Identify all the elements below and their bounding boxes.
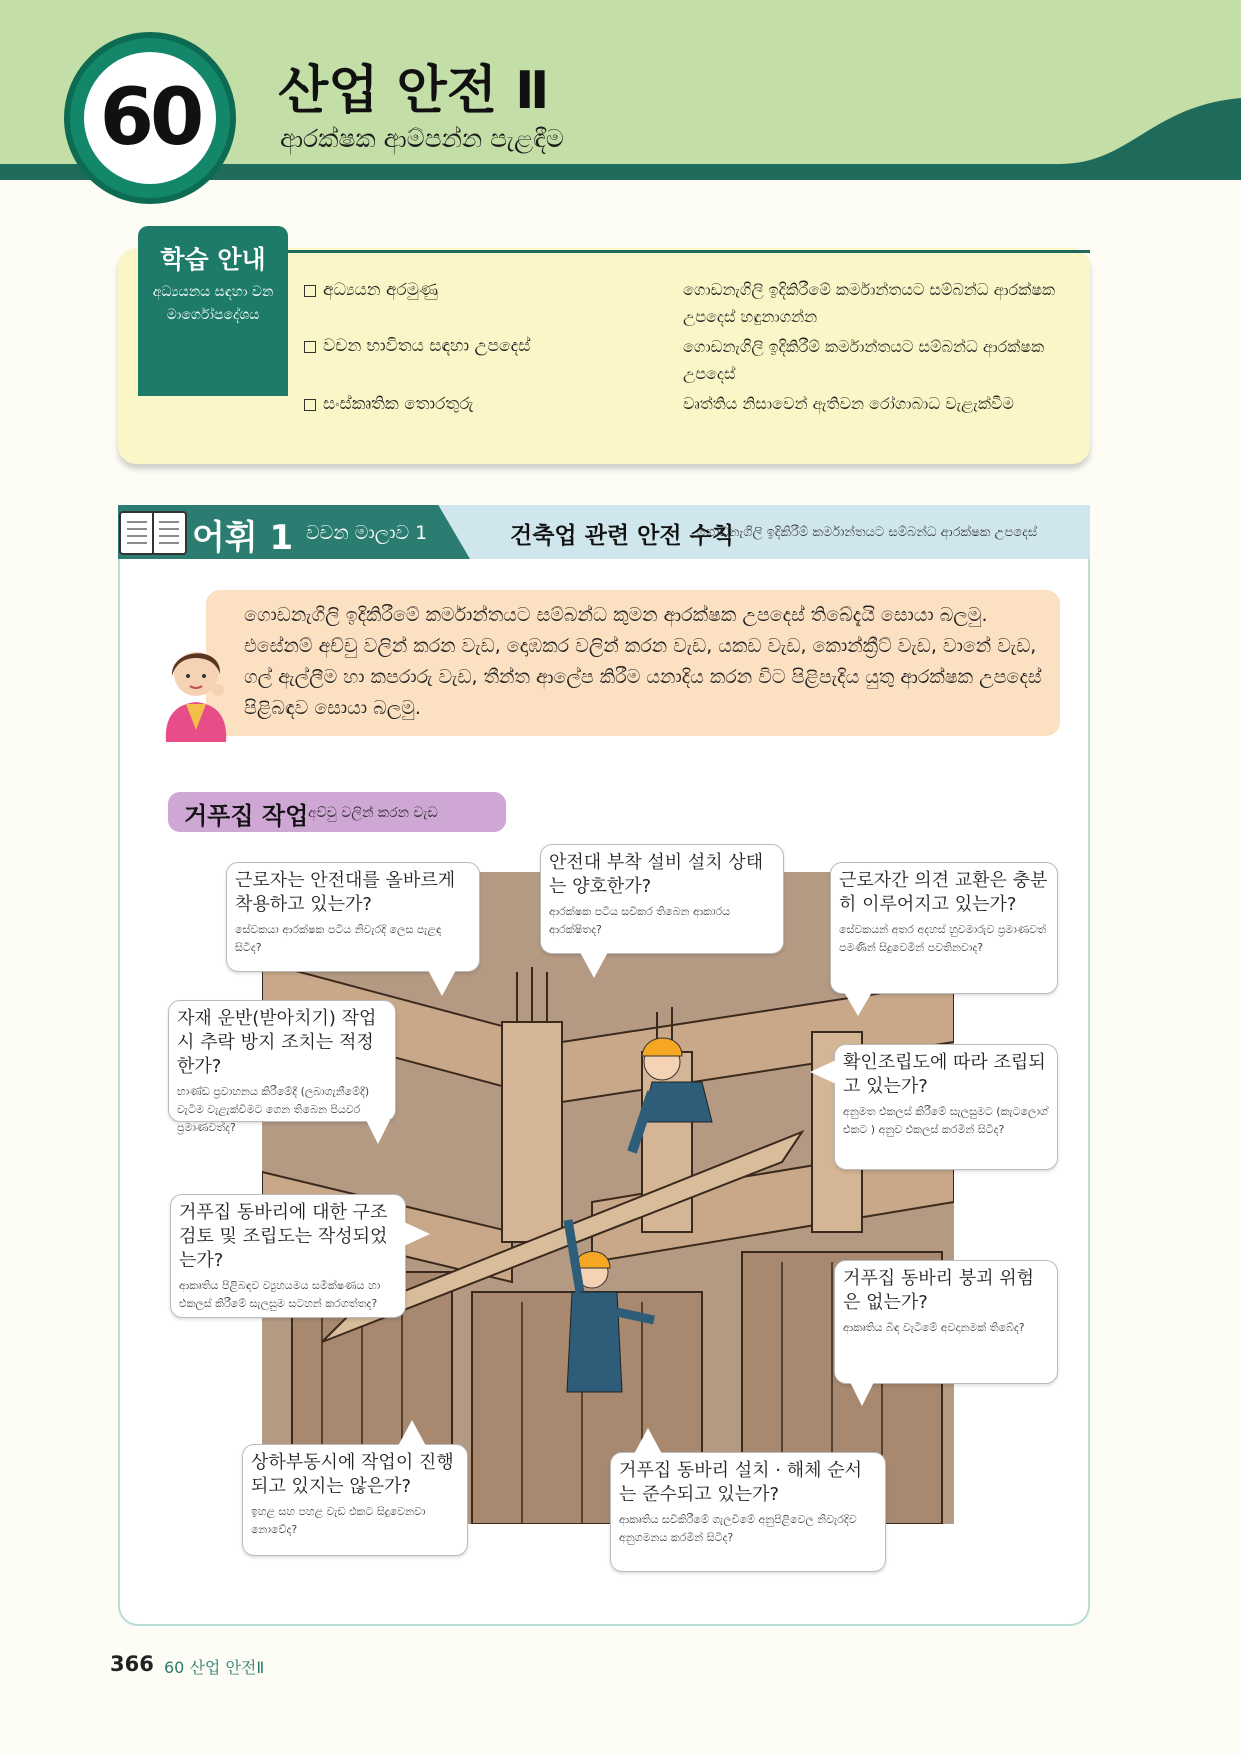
page-subtitle: ආරක්ෂක ආම්පන්න පැළඳීම: [280, 124, 564, 153]
guide-divider: [286, 250, 1090, 253]
guide-row-desc: වෘත්තිය නිසාවෙන් ඇතිවන රෝගාබාධ වැළැක්වීම: [683, 394, 1014, 413]
guide-row-culture: [304, 394, 473, 414]
lesson-number: 60: [99, 73, 201, 163]
bubble-text-si: ආකෘතිය සවිකිරීමේ ගැලවීමේ අනුපිළිවෙල නිවැරදිව අනුගමනය කරමින් සිටීද?: [619, 1513, 857, 1544]
bubble-text-ko: 근로자간 의견 교환은 충분히 이루어지고 있는가?: [839, 870, 1048, 915]
bubble-tail: [810, 1060, 836, 1084]
bubble-tail: [580, 952, 608, 978]
speech-bubble: [170, 1194, 406, 1318]
checkbox-square-icon: [304, 341, 316, 353]
open-book-icon: [118, 508, 188, 556]
bubble-text-si: අනුමත එකලස් කිරීමේ සැලසුමට (කැටලොග් එකට ) අනුව එකලස් කරමින් සිටීද?: [843, 1105, 1048, 1136]
bubble-text-ko: 상하부동시에 작업이 진행되고 있지는 않은가?: [251, 1452, 454, 1497]
page-number: 366: [110, 1652, 154, 1676]
guide-row-desc: ගොඩනැගිලි ඉදිකිරීමේ කර්මාන්තයට සම්බන්ධ ආරක්ෂක උපදෙස් හඳුනාගන්න: [683, 280, 1056, 326]
section-title: 거푸집 작업: [184, 802, 309, 830]
bubble-text-si: සේවකයා ආරක්ෂක පටිය නිවැරදි ලෙස පැළඳ සිටීද?: [235, 923, 442, 954]
speech-bubble: [540, 844, 784, 954]
bubble-text-si: භාණ්ඩ ප්‍රවාහනය කිරීමේදී (ලබාගැනීමේදී) වැටීම වැළැක්වීමට ගෙන තිබෙන පියවර ප්‍රමාණවත්ද?: [177, 1085, 370, 1134]
bubble-tail: [428, 970, 456, 996]
guide-row-usage: [304, 336, 530, 356]
guide-row-objectives: [304, 280, 438, 300]
bubble-text-si: ආකෘතිය පිළිබඳව ව්‍යුහයමය සමීක්ෂණය හා එකලස් කිරීමේ සැලසුම සටහන් කරගත්තද?: [179, 1279, 381, 1310]
guide-row-desc: ගොඩනැගිලි ඉදිකිරීම් කර්මාන්තයට සම්බන්ධ ආරක්ෂක උපදෙස්: [683, 337, 1045, 383]
bubble-tail: [404, 1222, 430, 1246]
bubble-text-ko: 자재 운반(받아치기) 작업시 추락 방지 조치는 적정한가?: [177, 1008, 377, 1077]
bubble-text-si: ආකෘතිය බිඳ වැටීමේ අවදානමක් තිබේද?: [843, 1321, 1025, 1334]
bubble-tail: [398, 1420, 426, 1446]
bubble-text-si: සේවකයන් අතර අදහස් හුවමාරුව ප්‍රමාණවත් පමණින් සිදුවෙමින් පවතිනවාද?: [839, 923, 1047, 954]
bubble-tail: [634, 1428, 662, 1454]
lesson-badge: [64, 32, 236, 204]
bubble-text-ko: 확인조립도에 따라 조립되고 있는가?: [843, 1052, 1046, 1097]
intro-text: ගොඩනැගිලි ඉදිකිරීමේ කර්මාන්තයට සම්බන්ධ කුමන ආරක්ෂක උපදෙස් තිබේදැයි සොයා බලමු. එසේනම් අච්චු වලින් කරන වැඩ, දොඹකර වලින් කරන වැඩ, යකඩ වැඩ, කොන්ක්‍රීට් වැඩ, වානේ වැඩ, ගල් ඇල්ලීම හා කපරාරු වැඩ, තීන්ත ආලේප කිරීම යනාදිය කරන විට පිළිපැදිය යුතු ආරක්ෂක උපදෙස් පිළිබඳව සොයා බලමු.: [244, 604, 1042, 719]
section-title-si: අච්චු වලින් කරන වැඩ: [308, 805, 438, 821]
speech-bubble: [168, 1000, 396, 1134]
checkbox-square-icon: [304, 285, 316, 297]
speech-bubble: [242, 1444, 468, 1556]
speech-bubble: [830, 862, 1058, 994]
teacher-illustration: [146, 630, 246, 742]
bubble-tail: [844, 992, 872, 1016]
bubble-text-ko: 거푸집 동바리 설치 · 해체 순서는 준수되고 있는가?: [619, 1460, 862, 1505]
speech-bubble: [834, 1044, 1058, 1170]
bubble-text-si: ආරක්ෂක පටිය සවිකර තිබෙන ආකාරය ආරක්ෂිතද?: [549, 905, 731, 936]
bubble-text-ko: 근로자는 안전대를 올바르게 착용하고 있는가?: [235, 870, 456, 915]
bubble-text-ko: 안전대 부착 설비 설치 상태는 양호한가?: [549, 852, 764, 897]
speech-bubble: [834, 1260, 1058, 1384]
bubble-text-si: ඉහළ සහ පහළ වැඩ එකට සිදුවෙනවා නොවේද?: [251, 1505, 426, 1536]
guide-tag-title: 학습 안내: [160, 245, 266, 274]
guide-row-label: අධ්‍යයන අරමුණු: [323, 280, 439, 300]
speech-bubble: [610, 1452, 886, 1572]
vocab-topic: 건축업 관련 안전 수칙: [510, 523, 734, 549]
speech-bubble: [226, 862, 480, 972]
bubble-tail: [366, 1120, 390, 1144]
footer-chapter: 60 산업 안전Ⅱ: [164, 1658, 265, 1677]
page-title: 산업 안전 Ⅱ: [278, 61, 550, 121]
vocab-label: 어휘 1: [192, 518, 294, 558]
guide-tag-tip: [138, 330, 288, 394]
guide-row-label: සංස්කෘතික තොරතුරු: [323, 394, 474, 414]
bubble-text-ko: 거푸집 동바리 붕괴 위험은 없는가?: [843, 1268, 1035, 1313]
vocab-topic-si: ගොඩනැගිලි ඉදිකිරීම් කර්මාන්තයට සම්බන්ධ ආරක්ෂක උපදෙස්: [697, 525, 1038, 540]
guide-tag-subtitle: අධ්‍යයනය සඳහා වන මාර්ගෝපදේශය: [152, 284, 274, 323]
checkbox-square-icon: [304, 399, 316, 411]
bubble-text-ko: 거푸집 동바리에 대한 구조 검토 및 조립도는 작성되었는가?: [179, 1202, 388, 1271]
guide-row-label: වචන භාවිතය සඳහා උපදෙස්: [323, 336, 531, 356]
vocab-label-si: වචන මාලාව 1: [306, 522, 428, 544]
bubble-tail: [850, 1382, 874, 1406]
